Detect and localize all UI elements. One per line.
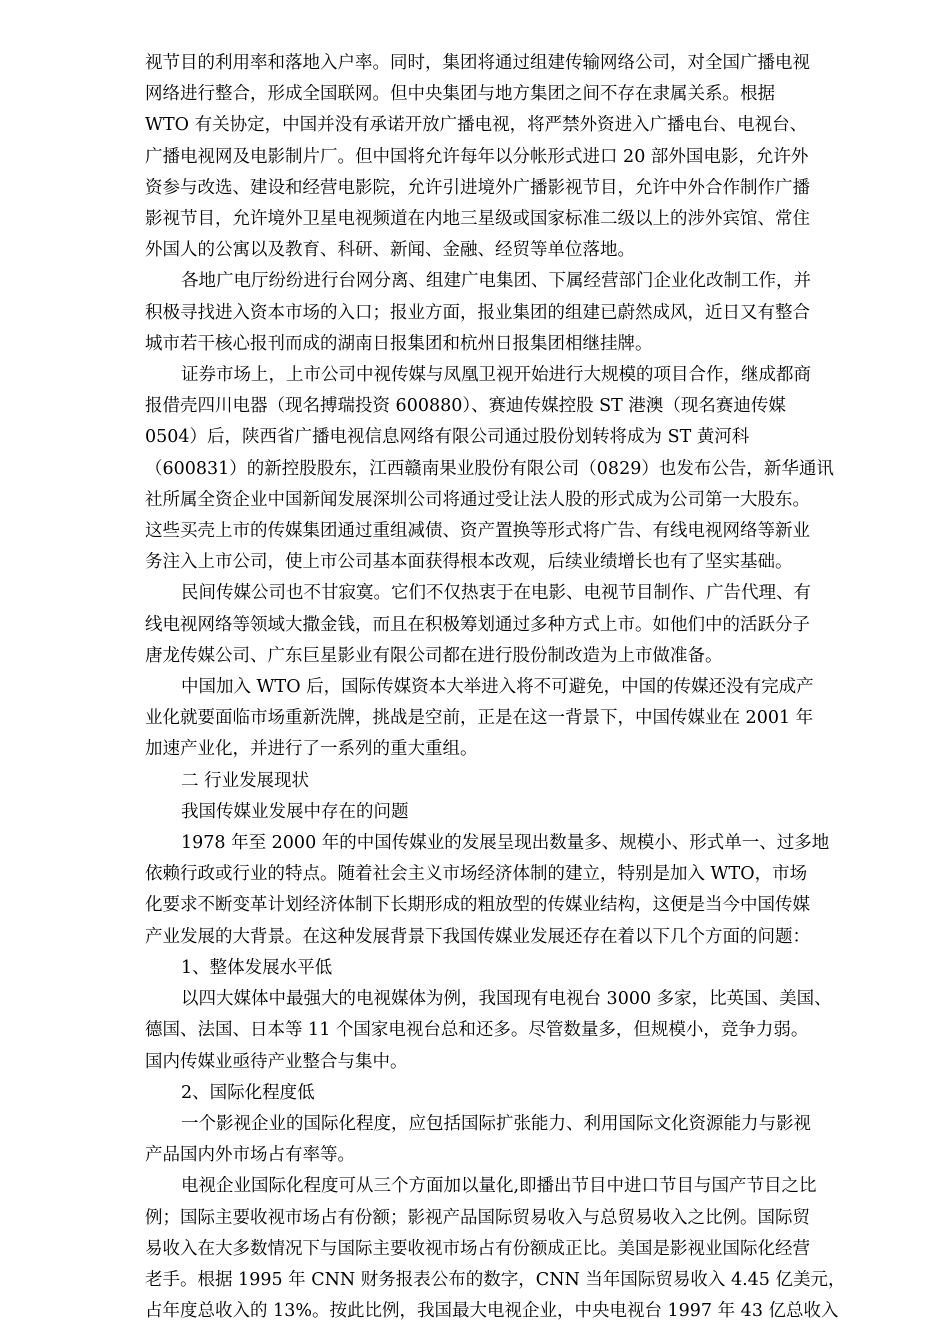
body-paragraph (145, 266, 875, 360)
text-line: 加速产业化，并进行了一系列的重大重组。 (145, 739, 478, 760)
text-line: 各地广电厅纷纷进行台网分离、组建广电集团、下属经营部门企业化改制工作，并 (181, 271, 811, 292)
section-heading (145, 1078, 875, 1109)
text-line: 老手。根据 1995 年 CNN 财务报表公布的数字，CNN 当年国际贸易收入 4.45 亿美元， (145, 1269, 846, 1290)
text-line: 0504）后，陕西省广播电视信息网络有限公司通过股份划转将成为 ST 黄河科 (145, 427, 750, 448)
text-line: 以四大媒体中最强大的电视媒体为例，我国现有电视台 3000 多家，比英国、美国、 (181, 989, 832, 1010)
text-line: 1978 年至 2000 年的中国传媒业的发展呈现出数量多、规模小、形式单一、过多地 (181, 833, 830, 854)
text-line: 视节目的利用率和落地入户率。同时，集团将通过组建传输网络公司，对全国广播电视 (145, 53, 810, 73)
text-line: 务注入上市公司，使上市公司基本面获得根本改观，后续业绩增长也有了坚实基础。 (145, 552, 793, 573)
text-line: 易收入在大多数情况下与国际主要收视市场占有份额成正比。美国是影视业国际化经营 (145, 1238, 810, 1259)
text-line: 电视企业国际化程度可从三个方面加以量化,即播出节目中进口节目与国产节目之比 (181, 1176, 817, 1197)
text-line: 产业发展的大背景。在这种发展背景下我国传媒业发展还存在着以下几个方面的问题： (145, 926, 810, 947)
text-line: 我国传媒业发展中存在的问题 (181, 801, 409, 822)
text-line: 化要求不断变革计划经济体制下长期形成的粗放型的传媒业结构，这便是当今中国传媒 (145, 895, 810, 916)
text-line: 1、整体发展水平低 (181, 957, 333, 978)
text-line: WTO 有关协定，中国并没有承诺开放广播电视，将严禁外资进入广播电台、电视台、 (145, 115, 808, 136)
body-paragraph (145, 578, 875, 672)
text-line: 证券市场上，上市公司中视传媒与凤凰卫视开始进行大规模的项目合作，继成都商 (181, 365, 811, 386)
text-line: 城市若干核心报刊而成的湖南日报集团和杭州日报集团相继挂牌。 (145, 333, 653, 354)
text-line: 报借壳四川电器（现名搏瑞投资 600880）、赛迪传媒控股 ST 港澳（现名赛迪传媒 (145, 396, 786, 417)
section-heading (145, 766, 875, 797)
body-paragraph (145, 48, 875, 266)
section-heading (145, 797, 875, 828)
text-line: 中国加入 WTO 后，国际传媒资本大举进入将不可避免，中国的传媒还没有完成产 (181, 677, 814, 698)
document-body (145, 48, 875, 1327)
text-line: 外国人的公寓以及教育、科研、新闻、金融、经贸等单位落地。 (145, 240, 635, 261)
body-paragraph (145, 1109, 875, 1171)
text-line: 唐龙传媒公司、广东巨星影业有限公司都在进行股份制改造为上市做准备。 (145, 645, 723, 666)
text-line: 线电视网络等领域大撒金钱，而且在积极筹划通过多种方式上市。如他们中的活跃分子 (145, 614, 810, 635)
text-line: 网络进行整合，形成全国联网。但中央集团与地方集团之间不存在隶属关系。根据 (145, 84, 775, 105)
body-paragraph (145, 1171, 875, 1327)
text-line: 占年度总收入的 13%。按此比例，我国最大电视企业，中央电视台 1997 年 43 亿总收入 (145, 1301, 839, 1322)
text-line: 德国、法国、日本等 11 个国家电视台总和还多。尽管数量多，但规模小，竞争力弱。 (145, 1020, 809, 1041)
text-line: （600831）的新控股股东，江西赣南果业股份有限公司（0829）也发布公告，新华通讯 (145, 458, 834, 479)
body-paragraph (145, 828, 875, 953)
body-paragraph (145, 360, 875, 578)
text-line: 社所属全资企业中国新闻发展深圳公司将通过受让法人股的形式成为公司第一大股东。 (145, 489, 810, 510)
body-paragraph (145, 672, 875, 766)
body-paragraph (145, 984, 875, 1078)
text-line: 积极寻找进入资本市场的入口；报业方面，报业集团的组建已蔚然成风，近日又有整合 (145, 302, 810, 323)
text-line: 影视节目，允许境外卫星电视频道在内地三星级或国家标准二级以上的涉外宾馆、常住 (145, 209, 810, 230)
text-line: 依赖行政或行业的特点。随着社会主义市场经济体制的建立，特别是加入 WTO，市场 (145, 864, 808, 885)
section-heading (145, 953, 875, 984)
text-line: 民间传媒公司也不甘寂寞。它们不仅热衷于在电影、电视节目制作、广告代理、有 (181, 583, 811, 604)
text-line: 资参与改选、建设和经营电影院，允许引进境外广播影视节目，允许中外合作制作广播 (145, 177, 810, 198)
text-line: 产品国内外市场占有率等。 (145, 1145, 355, 1166)
text-line: 二 行业发展现状 (181, 770, 310, 791)
text-line: 一个影视企业的国际化程度，应包括国际扩张能力、利用国际文化资源能力与影视 (181, 1113, 811, 1134)
text-line: 国内传媒业亟待产业整合与集中。 (145, 1051, 408, 1072)
text-line: 业化就要面临市场重新洗牌，挑战是空前，正是在这一背景下，中国传媒业在 2001 年 (145, 708, 814, 729)
text-line: 例；国际主要收视市场占有份额；影视产品国际贸易收入与总贸易收入之比例。国际贸 (145, 1207, 810, 1228)
text-line: 2、国际化程度低 (181, 1082, 315, 1103)
text-line: 这些买壳上市的传媒集团通过重组减债、资产置换等形式将广告、有线电视网络等新业 (145, 521, 810, 542)
text-line: 广播电视网及电影制片厂。但中国将允许每年以分帐形式进口 20 部外国电影，允许外 (145, 146, 809, 167)
